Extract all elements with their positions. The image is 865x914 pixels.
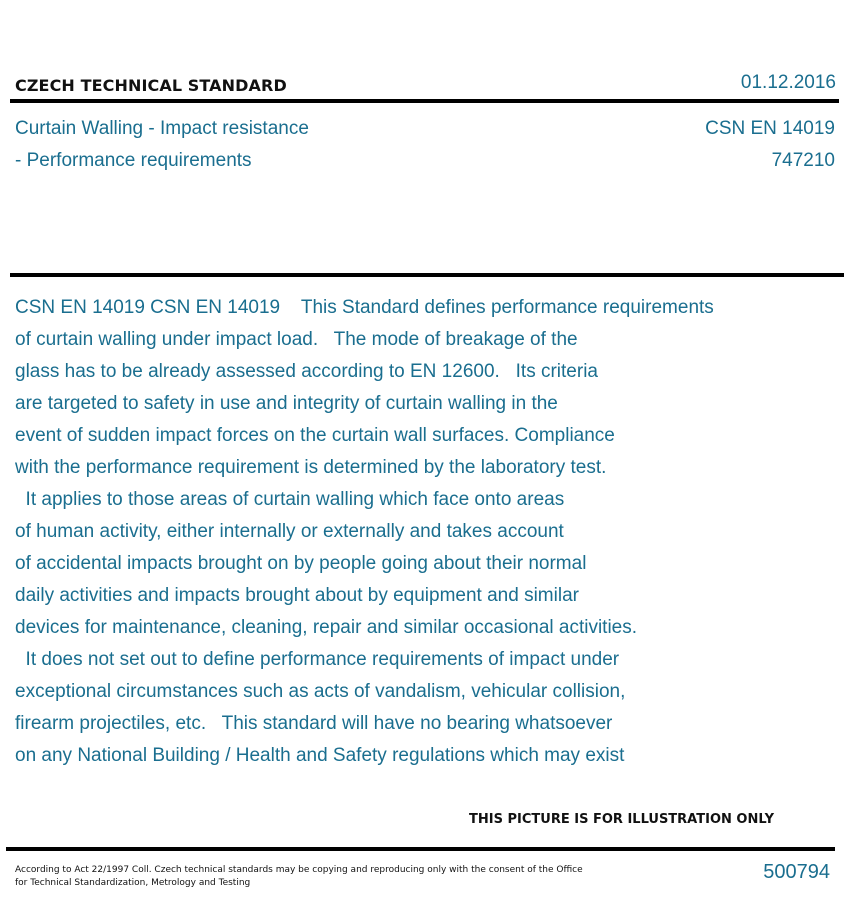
- abstract-line: glass has to be already assessed according to EN 12600. Its criteria: [15, 361, 598, 382]
- standard-title-line-2: - Performance requirements: [15, 150, 252, 171]
- classification-code: 747210: [771, 150, 835, 171]
- abstract-line: exceptional circumstances such as acts of vandalism, vehicular collision,: [15, 681, 626, 702]
- abstract-line: of accidental impacts brought on by people going about their normal: [15, 553, 587, 574]
- abstract-line: firearm projectiles, etc. This standard will have no bearing whatsoever: [15, 713, 613, 734]
- abstract-line: of human activity, either internally or externally and takes account: [15, 521, 564, 542]
- catalog-number: 500794: [763, 861, 830, 883]
- copyright-notice: [15, 864, 583, 890]
- section-divider: [10, 273, 844, 277]
- abstract-line: with the performance requirement is determined by the laboratory test.: [15, 457, 607, 478]
- abstract-line: event of sudden impact forces on the curtain wall surfaces. Compliance: [15, 425, 615, 446]
- document-header-title: CZECH TECHNICAL STANDARD: [15, 76, 287, 95]
- top-divider: [10, 99, 839, 103]
- abstract-line: devices for maintenance, cleaning, repair and similar occasional activities.: [15, 617, 638, 638]
- abstract-line: daily activities and impacts brought about by equipment and similar: [15, 585, 579, 606]
- standard-abstract: [15, 292, 845, 772]
- publication-date: 01.12.2016: [740, 72, 836, 93]
- copyright-notice-line: for Technical Standardization, Metrology and Testing: [15, 878, 251, 888]
- illustration-disclaimer: THIS PICTURE IS FOR ILLUSTRATION ONLY: [469, 812, 774, 827]
- abstract-line: CSN EN 14019 CSN EN 14019 This Standard defines performance requirements: [15, 297, 714, 318]
- standard-number: CSN EN 14019: [705, 118, 835, 139]
- abstract-line: It does not set out to define performance requirements of impact under: [15, 649, 620, 670]
- abstract-line: on any National Building / Health and Safety regulations which may exist: [15, 745, 625, 766]
- abstract-line: are targeted to safety in use and integrity of curtain walling in the: [15, 393, 558, 414]
- copyright-notice-line: According to Act 22/1997 Coll. Czech technical standards may be copying and reproducing only with the consent of the Office: [15, 865, 583, 875]
- abstract-line: It applies to those areas of curtain walling which face onto areas: [15, 489, 565, 510]
- footer-divider: [6, 847, 835, 851]
- abstract-line: of curtain walling under impact load. The mode of breakage of the: [15, 329, 578, 350]
- standard-title-line-1: Curtain Walling - Impact resistance: [15, 118, 309, 139]
